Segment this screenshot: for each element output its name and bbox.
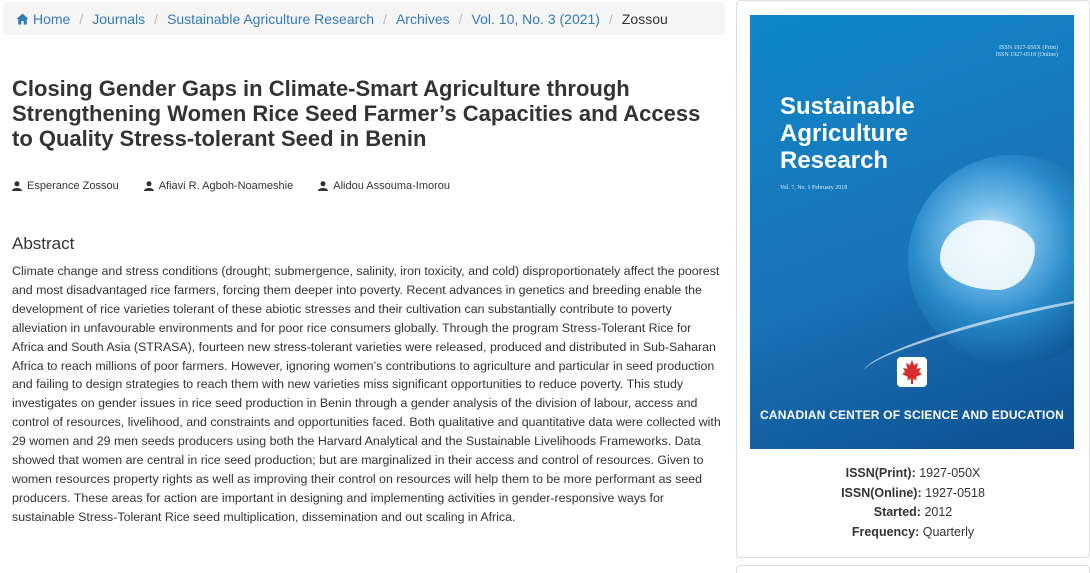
author-name: Alidou Assouma-Imorou <box>333 180 451 192</box>
author-name: Esperance Zossou <box>27 180 119 192</box>
breadcrumb-home-link[interactable] <box>16 11 70 27</box>
abstract-heading: Abstract <box>12 234 75 253</box>
breadcrumb-separator: / <box>154 10 159 27</box>
cover-issn: ISSN 1927-050X (Print) ISSN 1927-0518 (Online) <box>995 45 1058 58</box>
author-list <box>12 180 475 192</box>
cover-volume: Vol. 7, No. 1 February 2018 <box>780 185 848 191</box>
author-item[interactable] <box>12 180 119 192</box>
author-name: Afiavi R. Agboh-Noameshie <box>158 180 294 192</box>
breadcrumb-separator: / <box>608 10 613 27</box>
breadcrumb-separator: / <box>79 10 84 27</box>
abstract-text: Climate change and stress conditions (drought; submergence, salinity, iron toxicity, and cold) disproportionately affect the poorest and most disadvantaged rice farmers, forcing them deeper into poverty. Recent advances in genetics and breeding enable the development of rice varieties tolerant of these abiotic stresses and their cultivation can substantially contribute to poverty alleviation in unfavourable environments and for poor rice consumers globally. Through the program Stress-Tolerant Rice for Africa and South Asia (STRASA), fourteen new stress-tolerant varieties were released, produced and distributed in Sub-Saharan Africa to reach millions of poor farmers. However, ignoring women’s contributions to agriculture and particular in seed production and failing to design strategies to reach them with new varieties miss significant opportunities to reduce poverty. This study investigates on gender issues in rice seed production in Benin through a gender analysis of the division of labour, access and control of resources, livelihood, and constraints and opportunities faced. Both qualitative and quantitative data were collected with 29 women and 29 men seeds producers using both the Harvard Analytical and the Sustainable Livelihoods Frameworks. Data showed that women are central in rice seed production; but are marginalized in their access and control of resources. Given to women resources property rights as well as improving their control on resources will help them to be more performant as seed producers. These areas for action are important in designing and implementing activities in gender-responsive ways for sustainable Stress-Tolerant Rice seed multiplication, dissemination and out scaling in Africa. <box>12 264 721 524</box>
breadcrumb-separator: / <box>383 10 387 27</box>
breadcrumb-journal-link[interactable]: Sustainable Agriculture Research <box>167 10 375 27</box>
user-icon <box>12 181 22 191</box>
breadcrumb-journals-link[interactable]: Journals <box>92 10 146 27</box>
journal-cover-image[interactable] <box>750 15 1074 449</box>
breadcrumb-issue-link[interactable]: Vol. 10, No. 3 (2021) <box>471 10 600 27</box>
issn-online-row: ISSN(Online): 1927-0518 <box>841 485 985 500</box>
author-item[interactable] <box>318 180 450 192</box>
journal-info <box>736 464 1090 542</box>
user-icon <box>318 181 328 191</box>
breadcrumb <box>3 2 725 35</box>
author-item[interactable] <box>144 180 294 192</box>
started-row: Started: 2012 <box>873 505 953 519</box>
breadcrumb-current: Zossou <box>621 10 668 27</box>
continent-graphic <box>940 220 1035 290</box>
frequency-row: Frequency: Quarterly <box>851 524 975 539</box>
breadcrumb-archives-link[interactable]: Archives <box>395 10 450 27</box>
sidebar-panel-next <box>736 565 1090 573</box>
cover-publisher: CANADIAN CENTER OF SCIENCE AND EDUCATION <box>759 408 1064 422</box>
cover-title: Sustainable Agriculture Research <box>780 93 915 174</box>
home-icon <box>16 13 29 25</box>
article-title: Closing Gender Gaps in Climate-Smart Agriculture through Strengthening Women Rice Seed Farmer’s Capacities and Access to Quality Stress-tolerant Seed in Benin <box>12 76 701 151</box>
user-icon <box>144 181 154 191</box>
issn-print-row: ISSN(Print): 1927-050X <box>845 466 981 480</box>
breadcrumb-home-label: Home <box>33 10 71 27</box>
breadcrumb-separator: / <box>458 10 463 27</box>
maple-leaf-logo-icon <box>895 355 929 389</box>
